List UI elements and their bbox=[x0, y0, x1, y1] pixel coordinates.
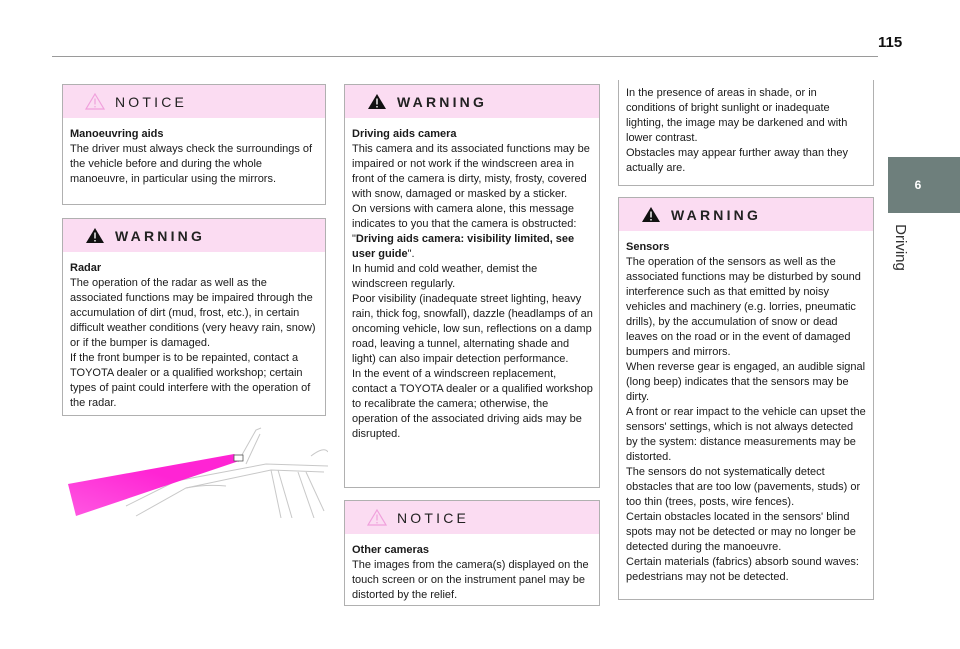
warning-subtitle: Driving aids camera bbox=[352, 128, 457, 140]
header-divider bbox=[52, 56, 878, 57]
warning-header bbox=[345, 85, 599, 118]
warning-label: WARNING bbox=[671, 206, 762, 223]
chapter-number: 6 bbox=[914, 178, 922, 192]
notice-label: NOTICE bbox=[397, 509, 470, 526]
continued-note bbox=[618, 80, 874, 186]
notice-subtitle: Other cameras bbox=[352, 544, 430, 556]
windscreen-camera-illustration bbox=[66, 426, 328, 518]
warning-label: WARNING bbox=[115, 227, 206, 244]
notice-triangle-icon bbox=[85, 93, 105, 110]
chapter-title: Driving bbox=[891, 223, 909, 271]
continued-text: In the presence of areas in shade, or in conditions of bright sunlight or inadequate lighting, the image may be darkened and with lower contrast. Obstacles may appear further away than they actually are. bbox=[626, 87, 848, 174]
warning-header bbox=[619, 198, 873, 231]
notice-body: The driver must always check the surroundings of the vehicle before and during the whole manoeuvre, in particular using the mirrors. bbox=[70, 143, 313, 185]
warning-radar bbox=[62, 218, 326, 416]
warning-header bbox=[63, 219, 325, 252]
notice-header bbox=[63, 85, 325, 118]
warning-body: The operation of the sensors as well as the associated functions may be disturbed by sound interference such as that emitted by noisy vehicles and machinery (e.g. lorries, pneumatic drills), by the accumulation of snow or dead leaves on the road or in the event of damaged bumpers and mirrors. When reverse gear is engaged, an audible signal (long beep) indicates that the sensors may be dirty. A front or rear impact to the vehicle can upset the sensors' settings, which is not always detected by the system: distance measurements may be distorted. The sensors do not systematically detect obstacles that are too low (pavements, studs) or too thin (trees, posts, wire fences). Certain obstacles located in the sensors' blind spots may not be detected or may no longer be detected during the manoeuvre. Certain materials (fabrics) absorb sound waves: pedestrians may not be detected. bbox=[626, 256, 866, 583]
notice-subtitle: Manoeuvring aids bbox=[70, 128, 164, 140]
warning-sensors bbox=[618, 197, 874, 600]
notice-header bbox=[345, 501, 599, 534]
warning-triangle-icon bbox=[367, 93, 387, 110]
notice-other-cameras bbox=[344, 500, 600, 606]
chapter-tab[interactable] bbox=[888, 157, 960, 213]
page-number: 115 bbox=[878, 34, 903, 51]
notice-body: The images from the camera(s) displayed on the touch screen or on the instrument panel may be distorted by the relief. bbox=[352, 559, 589, 601]
warning-driving-aids-camera bbox=[344, 84, 600, 488]
warning-subtitle: Sensors bbox=[626, 241, 670, 253]
notice-manoeuvring-aids bbox=[62, 84, 326, 205]
notice-triangle-icon bbox=[367, 509, 387, 526]
warning-triangle-icon bbox=[641, 206, 661, 223]
warning-subtitle: Radar bbox=[70, 262, 102, 274]
warning-body: The operation of the radar as well as the associated functions may be impaired through the accumulation of dirt (mud, frost, etc.), in certain difficult weather conditions (very heavy rain, snow) or if the bumper is damaged. If the front bumper is to be repainted, contact a TOYOTA dealer or a qualified workshop; certain types of paint could interfere with the operation of the radar. bbox=[70, 277, 316, 409]
warning-body: This camera and its associated functions may be impaired or not work if the windscreen area in front of the camera is dirty, misty, frosty, covered with snow, damaged or masked by a sticker. On versions with camera alone, this message indicates to you that the camera is obstructed: "Driving aids camera: visibility limited, see user guide". In humid and cold weather, demist the windscreen regularly. Poor visibility (inadequate street lighting, heavy rain, thick fog, snowfall), dazzle (headlamps of an oncoming vehicle, low sun, reflections on a damp road, leaving a tunnel, alternating shade and light) can also impair detection performance. In the event of a windscreen replacement, contact a TOYOTA dealer or a qualified workshop to recalibrate the camera; otherwise, the operation of the associated driving aids may be disrupted. bbox=[352, 143, 593, 440]
warning-triangle-icon bbox=[85, 227, 105, 244]
warning-message-text: Driving aids camera: visibility limited, see user guide bbox=[352, 233, 575, 260]
notice-label: NOTICE bbox=[115, 93, 188, 110]
warning-label: WARNING bbox=[397, 93, 488, 110]
